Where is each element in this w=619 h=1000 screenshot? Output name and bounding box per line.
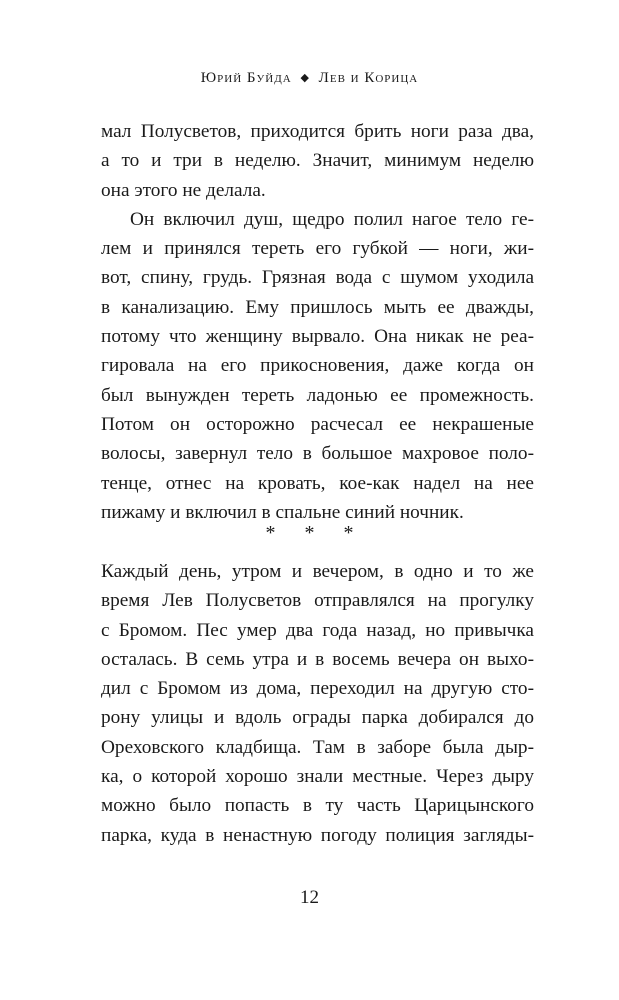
text-line: дил с Бромом из дома, переходил на другую сто- <box>101 678 534 700</box>
text-line: мал Полусветов, приходится брить ноги раза два, <box>101 121 534 142</box>
body-text-lower <box>101 557 534 850</box>
header-title: Лев и Корица <box>318 70 419 86</box>
text-line: гировала на его прикосновения, даже когда он <box>101 355 534 377</box>
text-line: вот, спину, грудь. Грязная вода с шумом уходила <box>101 267 534 289</box>
text-line: лем и принялся тереть его губкой — ноги, жи- <box>101 238 534 260</box>
text-line: потому что женщину вырвало. Она никак не реа- <box>101 326 534 348</box>
text-line: был вынужден тереть ладонью ее промежность. <box>101 384 534 406</box>
header-author: Юрий Буйда <box>200 70 292 86</box>
text-line: волосы, завернул тело в большое махровое поло- <box>101 443 534 465</box>
text-line: Ореховского кладбища. Там в заборе была дыр- <box>101 736 534 758</box>
body-text-upper <box>101 117 534 527</box>
text-line: Он включил душ, щедро полил нагое тело ге- <box>130 208 534 230</box>
text-line: Каждый день, утром и вечером, в одно и то же <box>101 561 534 582</box>
text-line: ка, о которой хорошо знали местные. Через дыру <box>101 766 534 788</box>
text-line: пижаму и включил в спальне синий ночник. <box>101 501 464 523</box>
section-break: * * * <box>265 522 366 544</box>
running-header <box>0 70 619 87</box>
paragraph-continued <box>101 117 534 205</box>
text-line: с Бромом. Пес умер два года назад, но привычка <box>101 619 534 641</box>
paragraph-walk <box>101 557 534 850</box>
paragraph-shower <box>101 205 534 527</box>
text-line: осталась. В семь утра и в восемь вечера он выхо- <box>101 648 534 670</box>
text-line: она этого не делала. <box>101 179 266 201</box>
text-line: в канализацию. Ему пришлось мыть ее дважды, <box>101 296 534 318</box>
text-line: можно было попасть в ту часть Царицынского <box>101 795 534 817</box>
text-line: рону улицы и вдоль ограды парка добирался до <box>101 707 534 729</box>
page-number: 12 <box>300 887 319 908</box>
text-line: время Лев Полусветов отправлялся на прогулку <box>101 590 534 612</box>
text-line: парка, куда в ненастную погоду полиция загляды- <box>101 824 534 846</box>
text-line: тенце, отнес на кровать, кое-как надел на нее <box>101 472 534 494</box>
text-line: Потом он осторожно расчесал ее некрашеные <box>101 413 534 435</box>
diamond-icon: ◆ <box>300 72 310 84</box>
text-line: а то и три в неделю. Значит, минимум неделю <box>101 150 534 172</box>
